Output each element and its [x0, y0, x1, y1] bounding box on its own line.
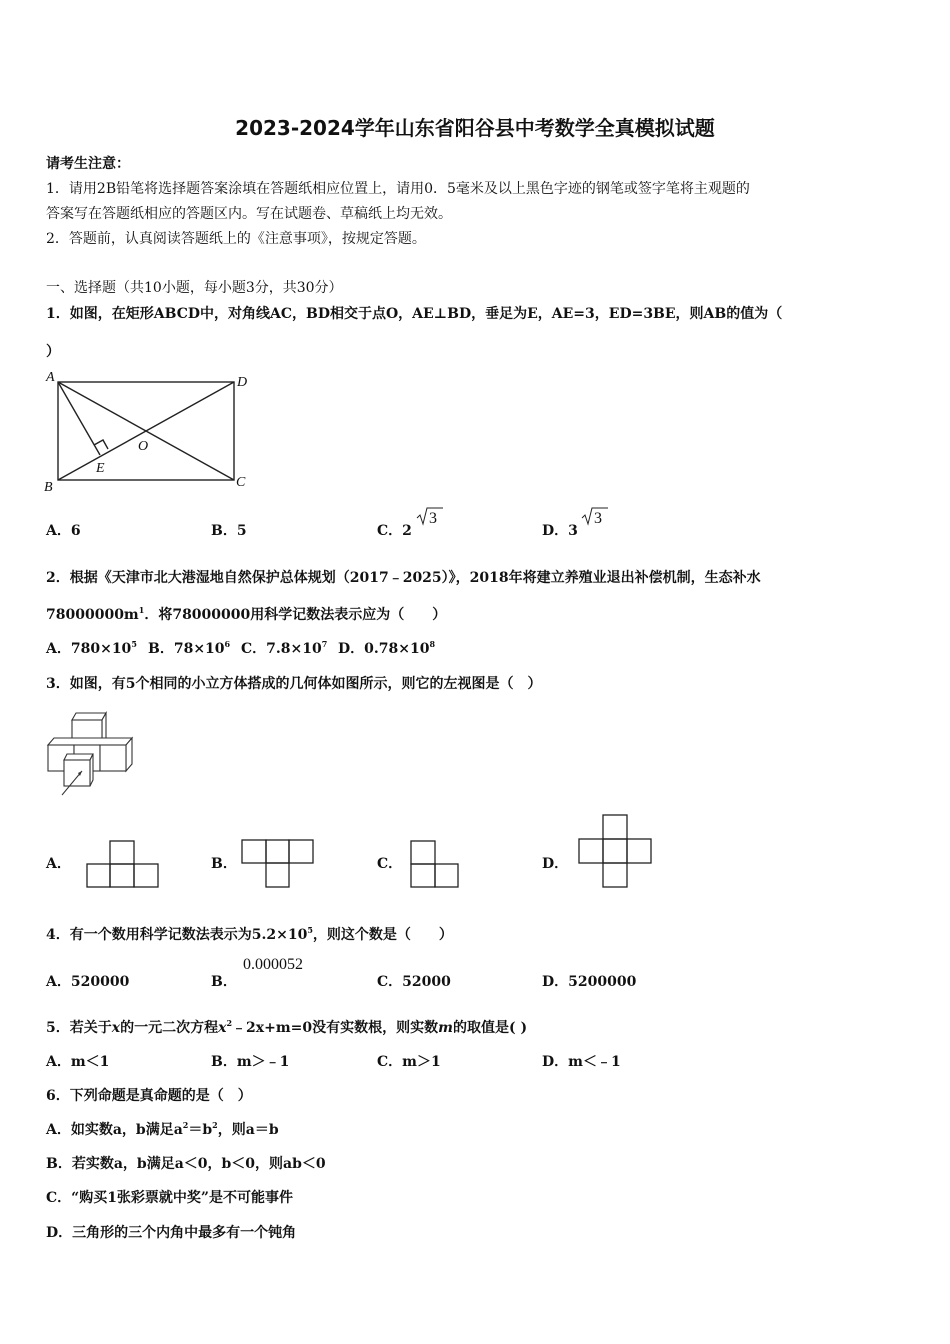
label-b: B — [44, 480, 53, 495]
label-c: C — [236, 475, 246, 490]
q4-option-b: B． — [211, 974, 237, 990]
q6-option-a — [46, 1119, 279, 1139]
q2-c-exp: 7 — [321, 639, 328, 649]
q3-option-a-view — [86, 838, 160, 890]
cube-stack-figure — [44, 708, 144, 800]
sqrt-icon — [581, 506, 609, 528]
q3-option-b: B． — [211, 856, 237, 872]
sqrt-radicand: 3 — [594, 510, 602, 527]
q2-option-b — [148, 638, 230, 658]
notice-heading: 请考生注意： — [46, 156, 130, 172]
q2-option-d — [338, 638, 435, 658]
q5-option-c: C．m＞1 — [377, 1054, 441, 1070]
q1-option-b: B．5 — [211, 523, 247, 539]
section-heading: 一、选择题（共10小题，每小题3分，共30分） — [46, 280, 343, 296]
question-3-text: 3．如图，有5个相同的小立方体搭成的几何体如图所示，则它的左视图是（ ） — [46, 676, 542, 692]
q1-option-a: A．6 — [46, 523, 81, 539]
q5-option-d: D．m＜﹣1 — [542, 1054, 621, 1070]
q1-option-d: D．3 — [542, 523, 578, 539]
label-e: E — [96, 461, 105, 476]
rectangle-abcd-figure — [40, 368, 260, 498]
label-a: A — [46, 370, 55, 385]
sqrt-radicand: 3 — [429, 510, 437, 527]
question-2-text-line2 — [46, 604, 446, 624]
label-d: D — [237, 375, 248, 390]
sqrt-icon — [416, 506, 444, 528]
q4-text-a: 4．有一个数用科学记数法表示为5.2×10 — [46, 927, 308, 943]
question-6-text: 6．下列命题是真命题的是（ ） — [46, 1088, 252, 1104]
notice-line-2: 2．答题前，认真阅读答题纸上的《注意事项》，按规定答题。 — [46, 231, 426, 247]
q5-var-x: x — [111, 1020, 121, 1036]
q5-option-b: B．m＞﹣1 — [211, 1054, 290, 1070]
q6-a-exp2: 2 — [212, 1120, 218, 1130]
question-1-text-end: ） — [46, 344, 60, 360]
q4-option-c: C．52000 — [377, 974, 451, 990]
q2-prompt: ．将78000000用科学记数法表示应为（ ） — [144, 607, 447, 623]
q6-option-c: C．“购买1张彩票就中奖”是不可能事件 — [46, 1190, 293, 1206]
label-o: O — [138, 439, 149, 454]
q6-a-pre: A．如实数a，b满足a — [46, 1122, 183, 1138]
q2-d-exp: 8 — [429, 639, 436, 649]
q4-option-a: A．520000 — [46, 974, 130, 990]
q3-option-a: A． — [46, 856, 71, 872]
q4-exp: 5 — [307, 925, 313, 935]
q5-square: 2 — [226, 1018, 233, 1028]
notice-line-1a: 1．请用2B铅笔将选择题答案涂填在答题纸相应位置上，请用0．5毫米及以上黑色字迹的钢笔或签字笔将主观题的 — [46, 181, 750, 197]
q1-option-c: C．2 — [377, 523, 412, 539]
q2-a-base: A．780×10 — [46, 641, 132, 657]
q2-volume-exp: 1 — [138, 605, 145, 615]
q3-option-b-view — [241, 838, 315, 890]
q2-b-base: B．78×10 — [148, 641, 225, 657]
q3-option-c-view — [409, 838, 461, 890]
q2-b-exp: 6 — [224, 639, 231, 649]
q4-text-b: ，则这个数是（ ） — [312, 927, 453, 943]
q2-c-base: C．7.8×10 — [241, 641, 322, 657]
q5-option-a: A．m＜1 — [46, 1054, 110, 1070]
q3-option-d-view — [577, 812, 653, 890]
q2-volume: 78000000m — [46, 607, 139, 623]
q5-equation: ﹣2x+m=0没有实数根，则实数 — [232, 1020, 439, 1036]
q6-option-b: B．若实数a，b满足a＜0，b＜0，则ab＜0 — [46, 1156, 326, 1172]
q4-option-d: D．5200000 — [542, 974, 637, 990]
question-1-text: 1．如图，在矩形ABCD中，对角线AC，BD相交于点O，AE⊥BD，垂足为E，AE=3，ED=3BE，则AB的值为（ — [46, 306, 783, 322]
notice-line-1b: 答案写在答题纸相应的答题区内。写在试题卷、草稿纸上均无效。 — [46, 206, 452, 222]
q2-d-base: D．0.78×10 — [338, 641, 430, 657]
q3-option-d: D． — [542, 856, 569, 872]
q5-post: 的取值是( ) — [452, 1020, 528, 1036]
question-2-text: 2．根据《天津市北大港湿地自然保护总体规划（2017﹣2025）》，2018年将建立养殖业退出补偿机制，生态补水 — [46, 570, 761, 586]
q6-a-mid: ＝b — [188, 1122, 213, 1138]
q4-option-b-value: 0.000052 — [243, 956, 303, 973]
q5-var-x2: x — [218, 1020, 227, 1036]
page-title: 2023-2024学年山东省阳谷县中考数学全真模拟试题 — [235, 116, 715, 140]
q2-a-exp: 5 — [131, 639, 137, 649]
q3-option-c: C． — [377, 856, 403, 872]
question-5-text — [46, 1017, 527, 1037]
q6-option-d: D．三角形的三个内角中最多有一个钝角 — [46, 1225, 297, 1241]
q5-var-m: m — [438, 1020, 453, 1036]
q6-a-post: ，则a＝b — [217, 1122, 279, 1138]
q2-option-a — [46, 638, 137, 658]
q5-pre: 5．若关于 — [46, 1020, 112, 1036]
question-4-text — [46, 924, 453, 944]
q2-option-c — [241, 638, 327, 658]
q5-mid: 的一元二次方程 — [120, 1020, 219, 1036]
q6-a-exp1: 2 — [182, 1120, 189, 1130]
